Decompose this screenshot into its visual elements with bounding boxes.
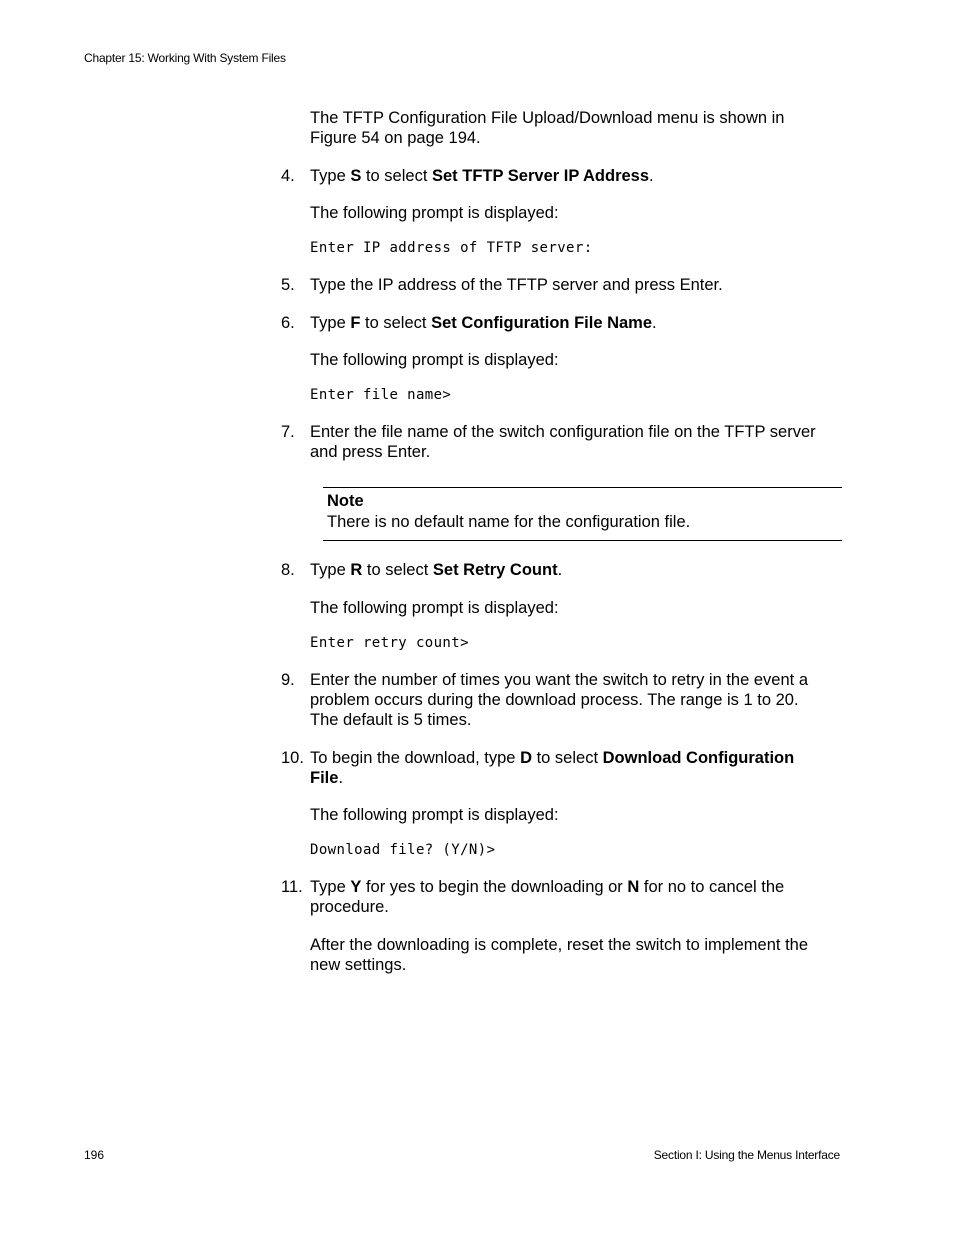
step-8-text: Type R to select Set Retry Count. xyxy=(310,561,563,579)
code-prompt: Enter IP address of TFTP server: xyxy=(310,240,593,256)
menu-option: Download Configuration xyxy=(602,749,795,767)
running-footer: Section I: Using the Menus Interface xyxy=(653,1148,840,1162)
key-letter: F xyxy=(350,314,361,332)
code-prompt: Download file? (Y/N)> xyxy=(310,842,496,858)
step-number: 11. xyxy=(281,878,303,896)
step-6-text: Type F to select Set Configuration File Name. xyxy=(310,314,657,332)
prompt-label: The following prompt is displayed: xyxy=(310,351,559,369)
note-box xyxy=(323,487,842,541)
step-number: 5. xyxy=(281,276,295,294)
step-number: 7. xyxy=(281,423,295,441)
step-number: 6. xyxy=(281,314,295,332)
key-letter: Y xyxy=(350,878,362,896)
step-5-text: Type the IP address of the TFTP server and press Enter. xyxy=(310,276,723,294)
intro-paragraph xyxy=(310,108,845,148)
menu-option: Set Configuration File Name xyxy=(431,314,653,332)
closing-paragraph: After the downloading is complete, reset the switch to implement the new settings. xyxy=(310,936,809,974)
step-number: 9. xyxy=(281,671,295,689)
running-header: Chapter 15: Working With System Files xyxy=(84,51,286,65)
menu-option: File xyxy=(310,769,339,787)
intro-line: Figure 54 on page 194. xyxy=(310,129,481,147)
menu-option: Set Retry Count xyxy=(432,561,558,579)
prompt-label: The following prompt is displayed: xyxy=(310,599,559,617)
key-letter: S xyxy=(350,167,362,185)
note-title: Note xyxy=(327,492,364,510)
code-prompt: Enter file name> xyxy=(310,387,452,403)
key-letter: R xyxy=(350,561,363,579)
prompt-label: The following prompt is displayed: xyxy=(310,204,559,222)
key-letter: D xyxy=(520,749,532,767)
page-number: 196 xyxy=(84,1148,105,1162)
step-9-text: Enter the number of times you want the switch to retry in the event a problem occurs during the download process. The range is 1 to 20. The default is 5 times. xyxy=(310,671,808,729)
step-number: 8. xyxy=(281,561,295,579)
step-number: 4. xyxy=(281,167,295,185)
intro-line: The TFTP Configuration File Upload/Download menu is shown in xyxy=(310,109,785,127)
menu-option: Set TFTP Server IP Address xyxy=(432,167,650,185)
note-text: There is no default name for the configuration file. xyxy=(327,513,691,531)
step-11-text: Type Y for yes to begin the downloading or N for no to cancel the procedure. xyxy=(310,878,785,916)
step-4-text: Type S to select Set TFTP Server IP Address. xyxy=(310,167,654,185)
code-prompt: Enter retry count> xyxy=(310,635,469,651)
key-letter: N xyxy=(627,878,640,896)
prompt-label: The following prompt is displayed: xyxy=(310,806,559,824)
step-10-text: To begin the download, type D to select Download Configuration File. xyxy=(310,749,795,787)
step-7-text: Enter the file name of the switch configuration file on the TFTP server and press Enter. xyxy=(310,423,816,461)
step-number: 10. xyxy=(281,749,304,767)
